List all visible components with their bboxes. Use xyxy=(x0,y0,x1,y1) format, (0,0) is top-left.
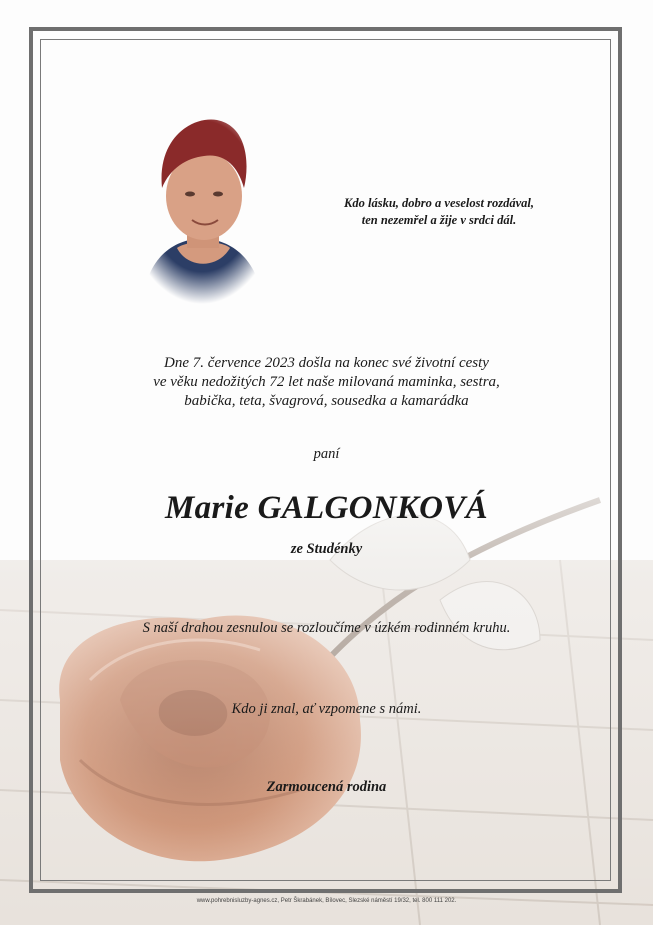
deceased-name: Marie GALGONKOVÁ xyxy=(165,490,488,526)
funeral-service-footer: www.pohrebnisluzby-agnes.cz, Petr Škrabánek, Bílovec, Slezské náměstí 19/32, tel. 800 111 202. xyxy=(196,898,457,904)
family-signature: Zarmoucená rodina xyxy=(266,779,387,795)
deceased-portrait-photo xyxy=(132,108,272,304)
origin-place: ze Studénky xyxy=(290,541,363,557)
farewell-text: S naší drahou zesnulou se rozloučíme v úzkém rodinném kruhu. xyxy=(142,620,511,636)
memorial-quote xyxy=(300,195,578,229)
quote-line: ten nezemřel a žije v srdci dál. xyxy=(361,213,517,227)
announcement-text xyxy=(60,354,593,411)
announcement-line: Dne 7. července 2023 došla na konec své životní cesty xyxy=(164,355,489,371)
announcement-line: ve věku nedožitých 72 let naše milovaná maminka, sestra, xyxy=(153,374,500,390)
title-word: paní xyxy=(313,446,340,462)
quote-line: Kdo lásku, dobro a veselost rozdával, xyxy=(344,196,534,210)
announcement-line: babička, teta, švagrová, sousedka a kamarádka xyxy=(184,393,469,409)
remember-text: Kdo ji znal, ať vzpomene s námi. xyxy=(231,701,422,717)
